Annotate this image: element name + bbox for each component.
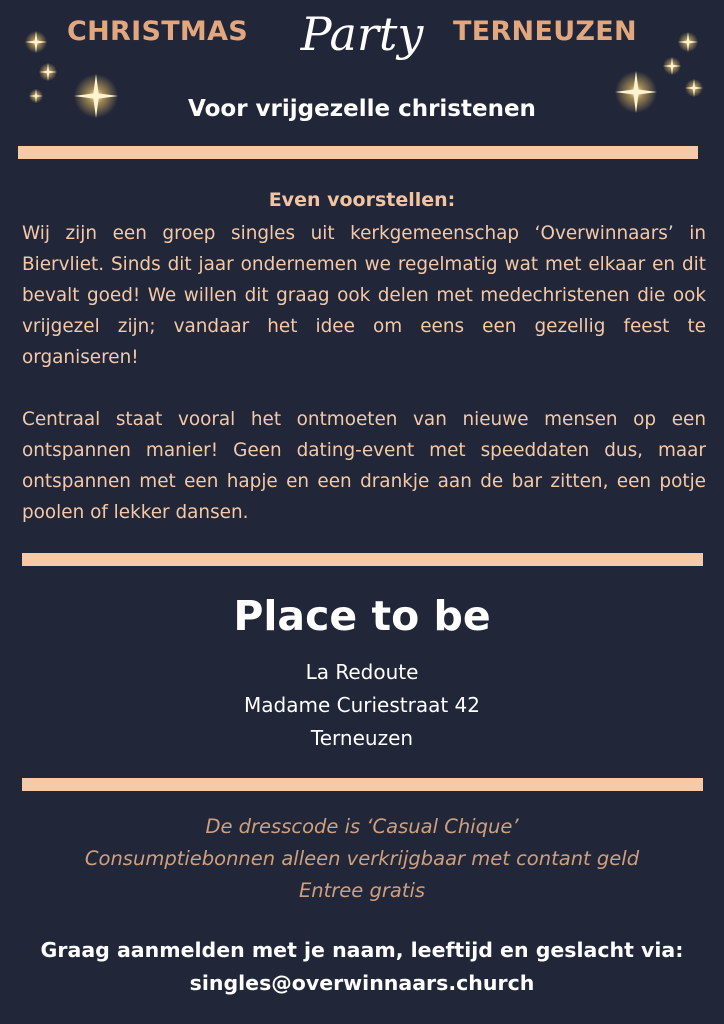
header-terneuzen: TERNEUZEN — [453, 16, 637, 47]
header-party-script: Party — [300, 7, 424, 61]
coupons-note: Consumptiebonnen alleen verkrijgbaar met contant geld — [84, 847, 640, 870]
venue-name: La Redoute — [305, 660, 419, 684]
sparkle-star-icon — [663, 57, 681, 75]
header-christmas: CHRISTMAS — [67, 16, 249, 47]
venue-street: Madame Curiestraat 42 — [244, 693, 480, 717]
subtitle: Voor vrijgezelle christenen — [188, 96, 536, 122]
signup-line: Graag aanmelden met je naam, leeftijd en geslacht via: — [40, 938, 684, 962]
dresscode-note: De dresscode is ‘Casual Chique’ — [205, 815, 519, 838]
intro-heading: Even voorstellen: — [268, 189, 456, 211]
sparkle-star-icon — [25, 31, 47, 53]
divider-bar — [18, 146, 698, 159]
entry-note: Entree gratis — [298, 879, 426, 902]
intro-paragraph: Wij zijn een groep singles uit kerkgemeenschap ‘Overwinnaars’ in Biervliet. Sinds dit jaar ondernemen we regelmatig wat met elkaar en dit bevalt goed! We willen dit graag ook delen met medechristenen die ook vrijgezel zijn; vandaar het idee om eens een gezellig feest te organiseren! — [22, 223, 706, 368]
sparkle-star-icon — [678, 32, 698, 52]
divider-bar — [22, 553, 703, 566]
venue-city: Terneuzen — [310, 726, 414, 750]
sparkle-star-icon — [39, 63, 57, 81]
divider-bar — [22, 778, 703, 791]
signup-email[interactable]: singles@overwinnaars.church — [189, 971, 535, 995]
place-title: Place to be — [233, 592, 491, 640]
intro-paragraph: Centraal staat vooral het ontmoeten van nieuwe mensen op een ontspannen manier! Geen dating-event met speeddaten dus, maar ontspannen met een hapje en een drankje aan de bar zitten, een potje poolen of lekker dansen. — [22, 409, 706, 523]
sparkle-star-icon — [685, 79, 703, 97]
